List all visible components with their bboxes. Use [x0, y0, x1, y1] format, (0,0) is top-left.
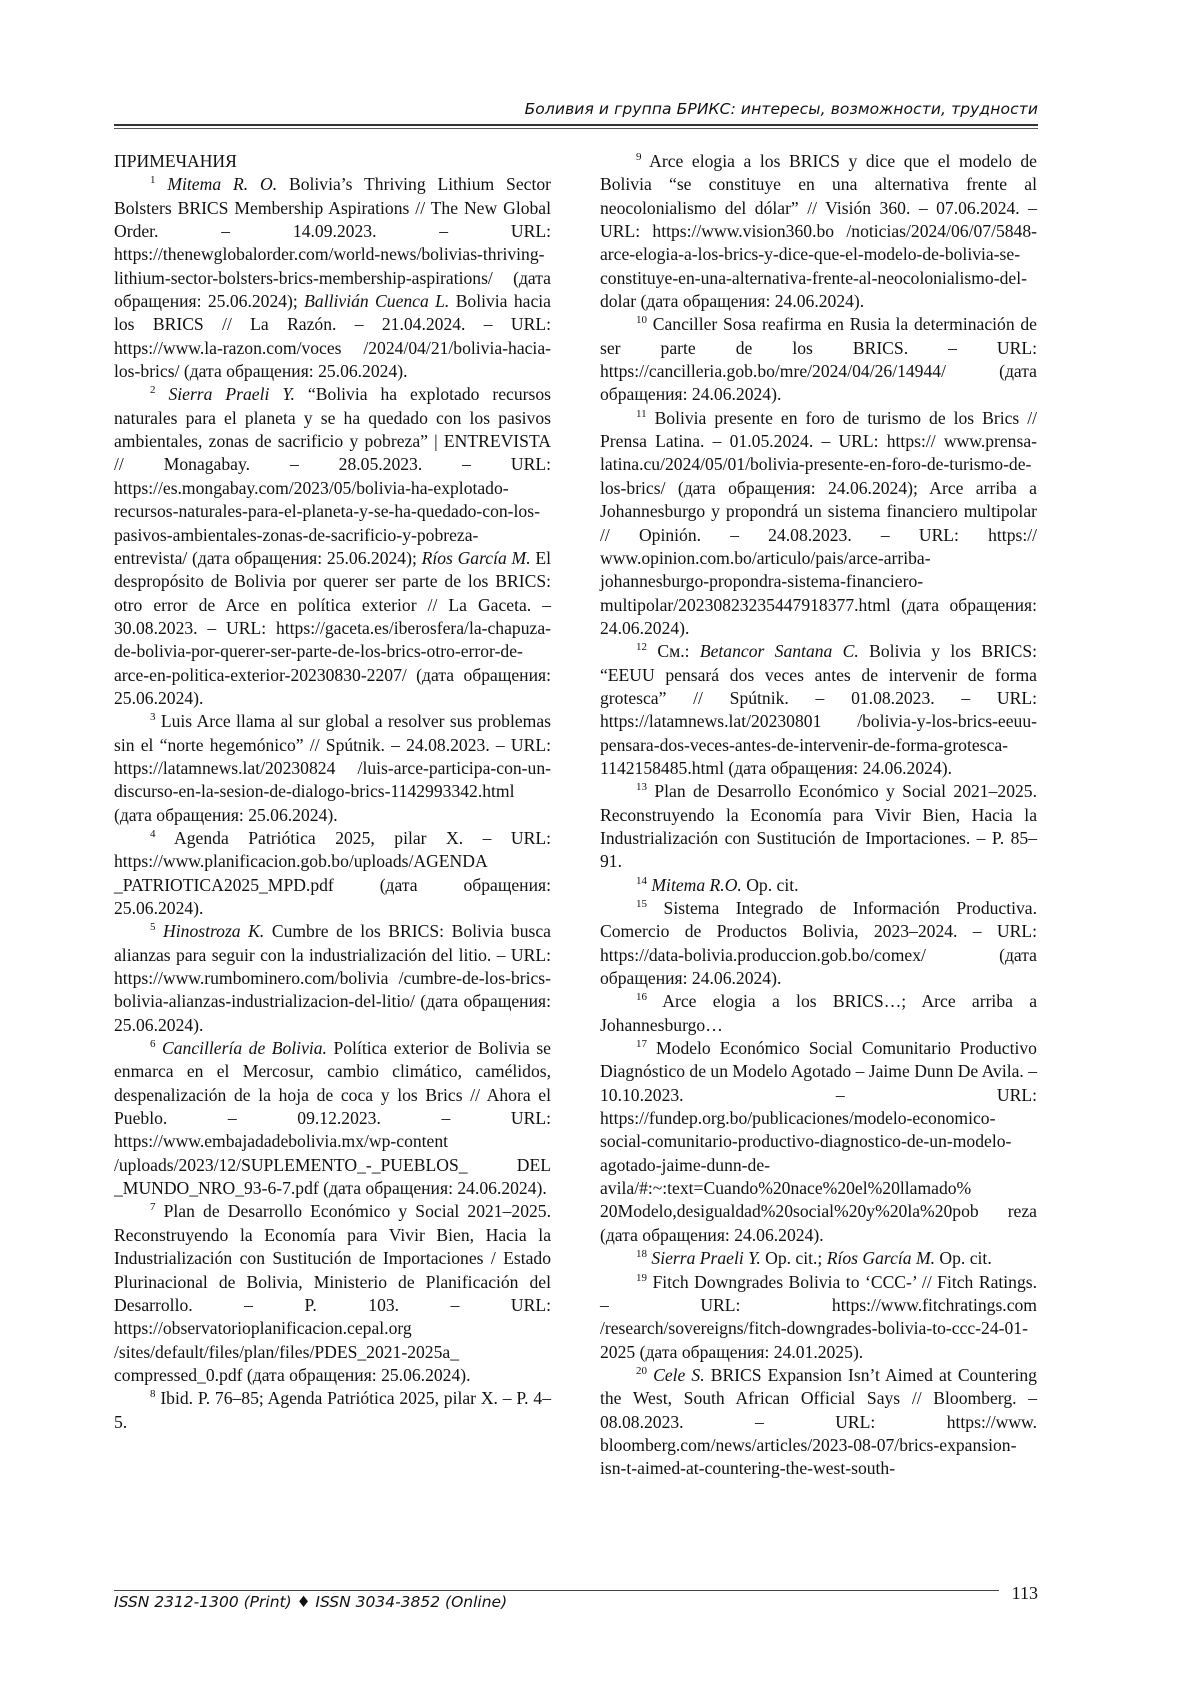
- notes-heading: ПРИМЕЧАНИЯ: [114, 151, 237, 171]
- footnote-number: 2: [150, 384, 156, 397]
- footnote-text: Canciller Sosa reafirma en Rusia la determinación de ser parte de los BRICS. – URL: https://cancilleria.gob.bo/mre/2024/04/26/14944/ (дата обращения: 24.06.2024).: [600, 314, 1037, 405]
- footnote-number: 11: [636, 407, 647, 420]
- footnote-author: Betancor Santana C.: [699, 641, 859, 662]
- footnote-author: Mitema R. O.: [167, 174, 278, 195]
- footnote-1: [114, 173, 551, 383]
- page-number: 113: [1011, 1583, 1038, 1603]
- footnote-number: 14: [636, 874, 647, 887]
- footnote-number: 3: [150, 711, 156, 724]
- footnote-number: 6: [150, 1038, 156, 1051]
- footnote-text: Plan de Desarrollo Económico y Social 2021–2025. Reconstruyendo la Economía para Vivir Bien, Hacia la Industrialización con Sustitución de Importaciones. – P. 85–91.: [600, 781, 1037, 872]
- footnote-number: 13: [636, 781, 647, 794]
- footnote-text: Luis Arce llama al sur global a resolver sus problemas sin el “norte hegemónico” // Spútnik. – 24.08.2023. – URL: https://latamnews.lat/20230824 /luis-arce-participa-con-un-discurso-en-la-sesion-de-dialogo-brics-1142993342.html (дата обращения: 25.06.2024).: [114, 711, 551, 825]
- footnote-text: Fitch Downgrades Bolivia to ‘CCC-’ // Fitch Ratings. – URL: https://www.fitchratings.com /research/sovereigns/fitch-downgrades-bolivia-to-ccc-24-01-2025 (дата обращения: 24.01.2025).: [600, 1271, 1037, 1362]
- footnote-19: [600, 1271, 1037, 1364]
- footnote-text: Modelo Económico Social Comunitario Productivo Diagnóstico de un Modelo Agotado – Jaime Dunn De Avila. – 10.10.2023. – URL: https://fundep.org.bo/publicaciones/modelo-economico-social-comunitario-productivo-diagnostico-de-un-modelo-agotado-jaime-dunn-de-avila/#:~:text=Cuando%20nace%20el%20llamado% 20Modelo,desigualdad%20social%20y%20la%20pob reza (дата обращения: 24.06.2024).: [600, 1038, 1038, 1245]
- issn-line: ISSN 2312-1300 (Print) ♦ ISSN 3034-3852 (Online): [114, 1593, 508, 1611]
- footnote-8: [114, 1387, 551, 1434]
- footnote-number: 4: [150, 827, 156, 840]
- footnote-author: Cele S.: [653, 1364, 705, 1385]
- footnote-number: 19: [636, 1271, 647, 1284]
- footnote-author: Ríos García M.: [421, 547, 531, 568]
- footnote-text: Op. cit.: [741, 874, 799, 895]
- footnote-text: Arce elogia a los BRICS y dice que el modelo de Bolivia “se constituye en una alternativa frente al neocolonialismo del dólar” // Visión 360. – 07.06.2024. – URL: https://www.vision360.bo /noticias/2024/06/07/5848-arce-elogia-a-los-brics-y-dice-que-el-modelo-de-bolivia-se-constituye-en-una-alternativa-frente-al-neocolonialismo-del-dolar (дата обращения: 24.06.2024).: [600, 151, 1037, 312]
- footnote-number: 15: [636, 898, 647, 910]
- footnote-2: [114, 383, 551, 710]
- header-rule: [114, 124, 1038, 126]
- footnote-text: Política exterior de Bolivia se enmarca en el Mercosur, cambio climático, camélidos, despenalización de la hoja de coca y los Brics // Ahora el Pueblo. – 09.12.2023. – URL: https://www.embajadadebolivia.mx/wp-content /uploads/2023/12/SUPLEMENTO_-_PUEBLOS_ DEL _MUNDO_NRO_93-6-7.pdf (дата обращения: 24.06.2024).: [114, 1038, 551, 1199]
- footnote-text: Sistema Integrado de Información Productiva. Comercio de Productos Bolivia, 2023–2024. – URL: https://data-bolivia.produccion.gob.bo/comex/ (дата обращения: 24.06.2024).: [600, 898, 1037, 989]
- footnote-18: [600, 1247, 1037, 1270]
- footnote-number: 18: [636, 1248, 647, 1261]
- footnote-6: [114, 1037, 551, 1200]
- footnote-author: Sierra Praeli Y.: [168, 384, 295, 405]
- footnote-author: Ríos García M.: [826, 1248, 936, 1269]
- footnote-5: [114, 920, 551, 1037]
- footnote-13: [600, 780, 1037, 873]
- footnote-text: Bolivia presente en foro de turismo de los Brics // Prensa Latina. – 01.05.2024. – URL: https:// www.prensa-latina.cu/2024/05/01/bolivia-presente-en-foro-de-turismo-de-los-brics/ (дата обращения: 24.06.2024); Arce arriba a Johannesburgo y propondrá un sistema financiero multipolar // Opinión. – 24.08.2023. – URL: https:// www.opinion.com.bo/articulo/pais/arce-arriba-johannesburgo-propondra-sistema-financiero-multipolar/20230823235447918377.html (дата обращения: 24.06.2024).: [600, 407, 1037, 638]
- footnote-number: 5: [150, 921, 156, 934]
- footnote-author: Mitema R.O.: [651, 874, 742, 895]
- footnote-20: [600, 1364, 1037, 1481]
- footnote-text: Ibid. P. 76–85; Agenda Patriótica 2025, pilar X. – P. 4–5.: [114, 1388, 551, 1432]
- footnote-17: [600, 1037, 1037, 1247]
- header-rule-thin: [114, 128, 1038, 129]
- footnote-text: “Bolivia ha explotado recursos naturales para el planeta y se ha quedado con los pasivos ambientales, zonas de sacrificio y pobreza” | ENTREVISTA // Monagabay. – 28.05.2023. – URL: https://es.mongabay.com/2023/05/bolivia-ha-explotado-recursos-naturales-para-el-planeta-y-se-ha-quedado-con-los-pasivos-ambientales-zonas-de-sacrificio-y-pobreza-entrevista/ (дата обращения: 25.06.2024);: [114, 384, 552, 568]
- footnote-number: 1: [150, 174, 156, 187]
- footnote-text: Plan de Desarrollo Económico y Social 2021–2025. Reconstruyendo la Economía para Vivir Bien, Hacia la Industrialización con Sustitución de Importaciones / Estado Plurinacional de Bolivia, Ministerio de Planificación del Desarrollo. – P. 103. – URL: https://observatorioplanificacion.cepal.org /sites/default/files/plan/files/PDES_2021-2025a_ compressed_0.pdf (дата обращения: 25.06.2024).: [114, 1201, 551, 1385]
- footnote-4: [114, 827, 551, 920]
- footnote-10: [600, 313, 1037, 406]
- notes-column-left: [114, 150, 551, 1434]
- notes-column-right: [600, 150, 1037, 1481]
- footnote-text: См.:: [657, 641, 700, 662]
- footnote-author: Cancillería de Bolivia.: [162, 1038, 327, 1059]
- footnote-author: Ballivián Cuenca L.: [304, 291, 450, 312]
- running-title: Боливия и группа БРИКС: интересы, возможности, трудности: [524, 100, 1038, 118]
- footnote-text: Agenda Patriótica 2025, pilar X. – URL: https://www.planificacion.gob.bo/uploads/AGENDA _PATRIOTICA2025_MPD.pdf (дата обращения: 25.06.2024).: [114, 827, 552, 918]
- footnote-16: [600, 990, 1037, 1037]
- footnote-12: [600, 640, 1037, 780]
- footnote-3: [114, 710, 551, 827]
- notes-list-left: [114, 173, 551, 1434]
- footnote-number: 17: [636, 1038, 647, 1051]
- footnote-number: 7: [150, 1201, 156, 1214]
- footnote-text: Op. cit.: [935, 1248, 992, 1269]
- footnote-number: 12: [636, 641, 647, 654]
- footnote-text: Bolivia’s Thriving Lithium Sector Bolsters BRICS Membership Aspirations // The New Global Order. – 14.09.2023. – URL: https://thenewglobalorder.com/world-news/bolivias-thriving-lithium-sector-bolsters-brics-membership-aspirations/ (дата обращения: 25.06.2024);: [114, 174, 551, 312]
- notes-list-right: [600, 150, 1037, 1481]
- footnote-number: 10: [636, 314, 647, 327]
- footnote-7: [114, 1200, 551, 1387]
- footnote-text: BRICS Expansion Isn’t Aimed at Countering the West, South African Official Says // Bloomberg. – 08.08.2023. – URL: https://www. bloomberg.com/news/articles/2023-08-07/brics-expansion-isn-t-aimed-at-countering-the-west-south-: [600, 1364, 1037, 1479]
- footnote-15: [600, 897, 1037, 990]
- footnote-text: Bolivia y los BRICS: “EEUU pensará dos veces antes de intervenir de forma grotesca” // Spútnik. – 01.08.2023. – URL: https://latamnews.lat/20230801 /bolivia-y-los-brics-eeuu-pensara-dos-veces-antes-de-intervenir-de-forma-grotesca-1142158485.html (дата обращения: 24.06.2024).: [600, 641, 1038, 778]
- footnote-author: Hinostroza K.: [163, 921, 265, 942]
- footnote-11: [600, 407, 1037, 640]
- footnote-14: [600, 874, 1037, 897]
- footnote-number: 9: [636, 151, 642, 163]
- footnote-author: Sierra Praeli Y.: [651, 1248, 761, 1269]
- footnote-text: Op. cit.;: [760, 1248, 827, 1269]
- footnote-number: 20: [636, 1364, 647, 1377]
- footnote-9: [600, 150, 1037, 313]
- footnote-text: Arce elogia a los BRICS…; Arce arriba a Johannesburgo…: [600, 991, 1037, 1035]
- footnote-number: 8: [150, 1388, 156, 1401]
- footnote-text: Bolivia hacia los BRICS // La Razón. – 21.04.2024. – URL: https://www.la-razon.com/voces /2024/04/21/bolivia-hacia-los-brics/ (дата обращения: 25.06.2024).: [114, 291, 551, 382]
- footnote-text: Cumbre de los BRICS: Bolivia busca alianzas para seguir con la industrialización del litio. – URL: https://www.rumbominero.com/bolivia /cumbre-de-los-brics-bolivia-alianzas-industrializacion-del-litio/ (дата обращения: 25.06.2024).: [114, 921, 551, 1035]
- footnote-number: 16: [636, 991, 647, 1004]
- footnote-text: El despropósito de Bolivia por querer ser parte de los BRICS: otro error de Arce en política exterior // La Gaceta. – 30.08.2023. – URL: https://gaceta.es/iberosfera/la-chapuza-de-bolivia-por-querer-ser-parte-de-los-brics-otro-error-de-arce-en-politica-exterior-20230830-2207/ (дата обращения: 25.06.2024).: [114, 547, 551, 708]
